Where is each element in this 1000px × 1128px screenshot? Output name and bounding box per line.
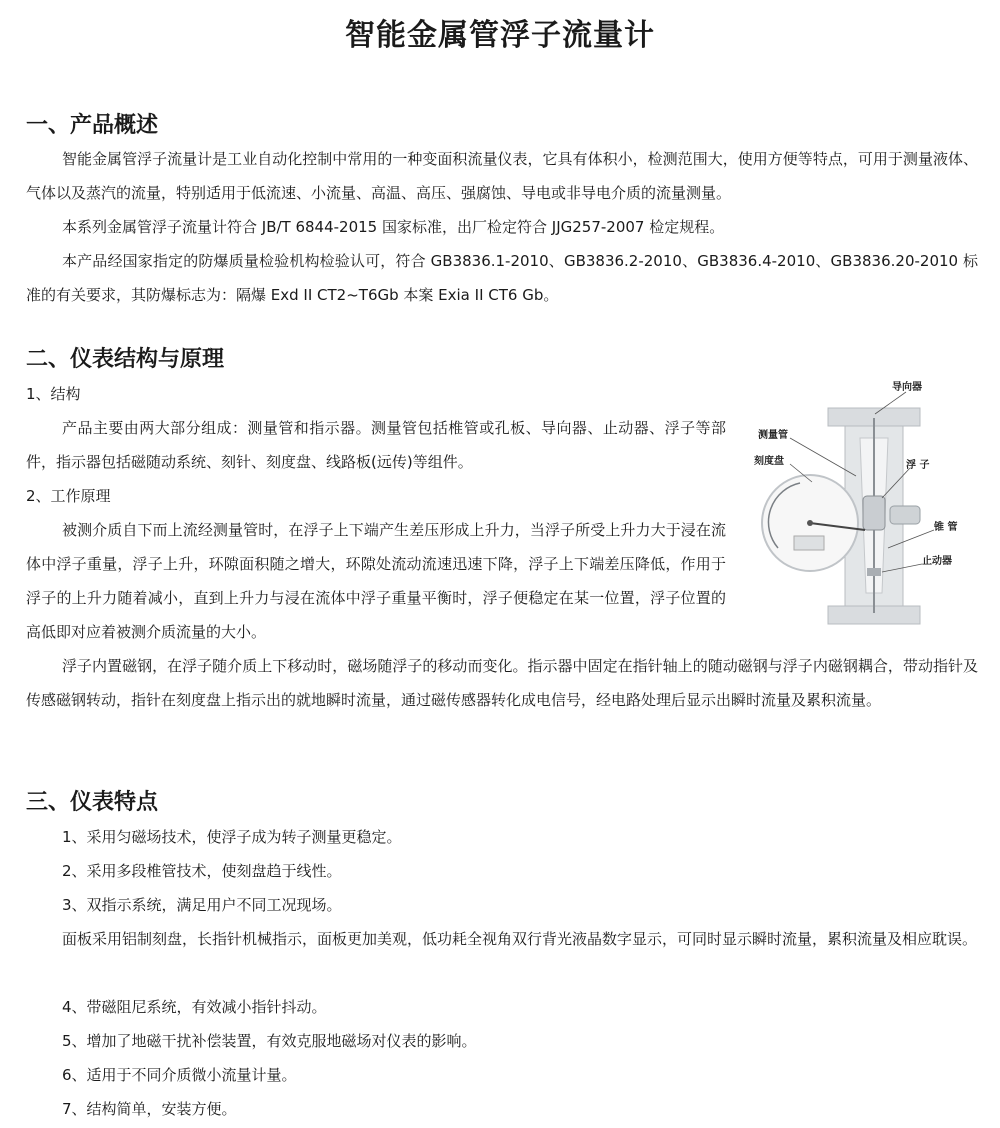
principle-paragraph: 被测介质自下而上流经测量管时，在浮子上下端产生差压形成上升力，当浮子所受上升力大于浸在流体中浮子重量，浮子上升，环隙面积随之增大，环隙处流动流速迅速下降，浮子上下端差压降低，作用于浮子的上升力随着减小，直到上升力与浸在流体中浮子重量平衡时，浮子便稳定在某一位置，浮子位置的高低即对应着被测介质流量的大小。 bbox=[26, 521, 726, 641]
structure-paragraph: 产品主要由两大部分组成：测量管和指示器。测量管包括椎管或孔板、导向器、止动器、浮子等部件，指示器包括磁随动系统、刻针、刻度盘、线路板(远传)等组件。 bbox=[26, 419, 726, 471]
label-stop: 止动器 bbox=[922, 556, 952, 567]
feature-item: 1、采用匀磁场技术，使浮子成为转子测量更稳定。 bbox=[62, 828, 402, 846]
label-cone: 锥 管 bbox=[934, 522, 958, 533]
stopper-shape bbox=[867, 568, 881, 576]
structure-subheading: 1、结构 bbox=[26, 385, 81, 403]
label-tube: 测量管 bbox=[758, 430, 788, 441]
label-float: 浮 子 bbox=[906, 460, 930, 471]
feature-item: 4、带磁阻尼系统，有效减小指针抖动。 bbox=[62, 998, 327, 1016]
feature-item: 6、适用于不同介质微小流量计量。 bbox=[62, 1066, 297, 1084]
overview-paragraph-3: 本产品经国家指定的防爆质量检验机构检验认可，符合 GB3836.1-2010、GB3836.2-2010、GB3836.4-2010、GB3836.20-2010 标准的有关要求，其防爆标志为：隔爆 Exd II CT2~T6Gb 本案 Exia II CT6 Gb。 bbox=[26, 252, 978, 304]
feature-item: 7、结构简单，安装方便。 bbox=[62, 1100, 237, 1118]
section-heading-structure: 二、仪表结构与原理 bbox=[26, 347, 225, 372]
flowmeter-structure-diagram bbox=[750, 378, 980, 640]
overview-paragraph-1: 智能金属管浮子流量计是工业自动化控制中常用的一种变面积流量仪表，它具有体积小，检测范围大，使用方便等特点，可用于测量液体、气体以及蒸汽的流量，特别适用于低流速、小流量、高温、高压、强腐蚀、导电或非导电介质的流量测量。 bbox=[26, 150, 978, 202]
float-shape bbox=[863, 496, 885, 530]
lcd-display-shape bbox=[794, 536, 824, 550]
feature-item: 3、双指示系统，满足用户不同工况现场。 bbox=[62, 896, 342, 914]
side-connector bbox=[890, 506, 920, 524]
label-guide: 导向器 bbox=[892, 382, 922, 393]
page-title: 智能金属管浮子流量计 bbox=[345, 18, 655, 53]
section-heading-features: 三、仪表特点 bbox=[26, 790, 159, 815]
feature-panel-paragraph: 面板采用铝制刻盘，长指针机械指示，面板更加美观，低功耗全视角双行背光液晶数字显示，可同时显示瞬时流量，累积流量及相应耽误。 bbox=[62, 930, 978, 948]
overview-paragraph-2: 本系列金属管浮子流量计符合 JB/T 6844-2015 国家标准，出厂检定符合 JJG257-2007 检定规程。 bbox=[62, 218, 725, 236]
section-heading-overview: 一、产品概述 bbox=[26, 113, 159, 138]
flowmeter-illustration bbox=[750, 378, 980, 640]
magnet-paragraph: 浮子内置磁钢，在浮子随介质上下移动时，磁场随浮子的移动而变化。指示器中固定在指针轴上的随动磁钢与浮子内磁钢耦合，带动指针及传感磁钢转动，指针在刻度盘上指示出的就地瞬时流量，通过磁传感器转化成电信号，经电路处理后显示出瞬时流量及累积流量。 bbox=[26, 657, 978, 709]
pointer-hub bbox=[807, 520, 813, 526]
feature-item: 5、增加了地磁干扰补偿装置，有效克服地磁场对仪表的影响。 bbox=[62, 1032, 477, 1050]
label-dial: 刻度盘 bbox=[754, 456, 784, 467]
principle-subheading: 2、工作原理 bbox=[26, 487, 111, 505]
feature-item: 2、采用多段椎管技术，使刻盘趋于线性。 bbox=[62, 862, 342, 880]
